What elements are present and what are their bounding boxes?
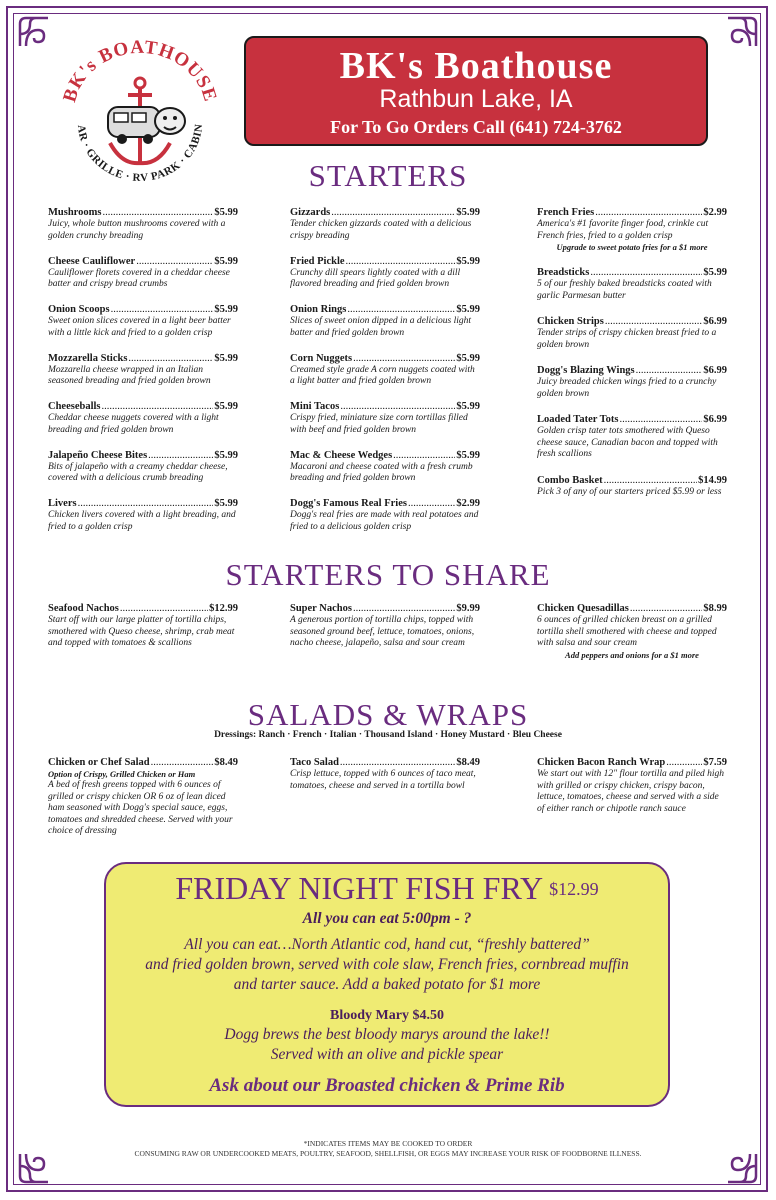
menu-item-price: $5.99 — [456, 207, 480, 218]
menu-item-description: Crispy fried, miniature size corn tortillas filled with beef and fried golden brown — [290, 413, 468, 435]
dot-leader — [331, 206, 455, 219]
menu-item-price: $7.59 — [703, 757, 727, 768]
fish-fry-desc-2: and fried golden brown, served with cole slaw, French fries, cornbread muffin — [145, 956, 629, 973]
menu-item-price: $6.99 — [703, 365, 727, 376]
starters-column-1 — [48, 206, 238, 546]
menu-item-description: Cauliflower florets covered in a cheddar cheese batter and crispy bread crumbs — [48, 267, 230, 289]
menu-item-price: $5.99 — [214, 304, 238, 315]
menu-item — [48, 497, 238, 533]
menu-item-header — [48, 352, 238, 365]
menu-item-name: Chicken Bacon Ranch Wrap — [537, 757, 666, 768]
corner-ornament-icon — [724, 14, 760, 50]
menu-item-header — [290, 206, 480, 219]
menu-item-header — [48, 206, 238, 219]
menu-item — [290, 255, 480, 291]
menu-item-price: $5.99 — [456, 401, 480, 412]
menu-item-description: Tender chicken gizzards coated with a delicious crispy breading — [290, 219, 472, 241]
menu-item-price: $6.99 — [703, 316, 727, 327]
menu-item-name: Dogg's Blazing Wings — [537, 365, 635, 376]
menu-item-note: Upgrade to sweet potato fries for a $1 more — [556, 242, 708, 252]
menu-item-header — [290, 255, 480, 268]
dot-leader — [636, 364, 703, 377]
menu-item-price: $14.99 — [698, 474, 727, 486]
dot-leader — [595, 206, 702, 219]
menu-item-description: Start off with our large platter of tortilla chips, smothered with Queso cheese, shrimp, crab meat and topped with tomatoes & scallions — [48, 615, 235, 648]
menu-item-description: Bits of jalapeño with a creamy cheddar cheese, covered with a delicious crumb breading — [48, 461, 228, 483]
footer-line-1: *INDICATES ITEMS MAY BE COOKED TO ORDER — [303, 1139, 473, 1148]
menu-item-description: We start out with 12" flour tortilla and piled high with grilled or crispy chicken, crispy bacon, lettuce, tomatoes, cheese and served with a side of either ranch or chipotle ranch sauce — [537, 769, 725, 814]
dot-leader — [630, 602, 702, 615]
menu-item-header — [48, 756, 238, 769]
menu-item-name: Dogg's Famous Real Fries — [290, 498, 407, 509]
fish-fry-price: $12.99 — [549, 879, 599, 899]
menu-item-name: Mac & Cheese Wedges — [290, 449, 393, 461]
dot-leader — [128, 352, 213, 365]
menu-item — [48, 206, 238, 242]
dot-leader — [102, 206, 213, 219]
menu-item-description: Macaroni and cheese coated with a fresh crumb breading and fried golden brown — [290, 461, 473, 483]
dressings-line: Dressings: Ranch · French · Italian · Thousand Island · Honey Mustard · Bleu Cheese — [214, 730, 562, 740]
menu-item-price: $2.99 — [703, 207, 727, 218]
menu-item — [537, 756, 727, 815]
menu-item-price: $5.99 — [456, 352, 480, 364]
menu-item-name: Livers — [48, 498, 77, 509]
fish-fry-desc-1: All you can eat…North Atlantic cod, hand cut, “freshly battered” — [184, 936, 590, 953]
menu-item — [290, 206, 480, 242]
menu-item-header — [537, 315, 727, 328]
menu-item-price: $5.99 — [456, 255, 480, 267]
menu-item-description: America's #1 favorite finger food, crinkle cut French fries, fried to a golden crisp — [537, 219, 709, 241]
menu-item-header — [48, 400, 238, 413]
menu-item-description: 5 of our freshly baked breadsticks coated with garlic Parmesan butter — [537, 279, 712, 301]
menu-item — [48, 756, 238, 838]
menu-item-name: Chicken or Chef Salad — [48, 757, 150, 768]
menu-item-price: $6.99 — [703, 414, 727, 425]
broasted-chicken-note: Ask about our Broasted chicken & Prime Rib — [209, 1075, 565, 1096]
starters-column-2 — [290, 206, 480, 546]
menu-item-header — [48, 255, 238, 268]
menu-item-name: Mini Tacos — [290, 401, 340, 412]
dot-leader — [590, 266, 702, 279]
dot-leader — [346, 255, 456, 268]
menu-item-description: Mozzarella cheese wrapped in an Italian seasoned breading and fried golden brown — [48, 364, 211, 386]
menu-item-header — [290, 449, 480, 462]
menu-item-description: Golden crisp tater tots smothered with Queso cheese sauce, Canadian bacon and topped with fresh scallions — [537, 426, 718, 459]
logo-bottom-text: AR · GRILLE · RV PARK · CABIN — [74, 123, 206, 185]
menu-item-name: Taco Salad — [290, 757, 339, 768]
menu-item-header — [537, 474, 727, 487]
salads-column-3 — [537, 756, 727, 827]
restaurant-name: BK's Boathouse — [339, 45, 613, 87]
menu-item-name: Loaded Tater Tots — [537, 414, 619, 425]
fish-fry-box — [104, 862, 670, 1107]
fish-fry-title: FRIDAY NIGHT FISH FRY — [175, 870, 544, 906]
menu-item-header — [537, 602, 727, 615]
menu-item — [290, 400, 480, 436]
menu-item-name: French Fries — [537, 207, 595, 218]
location: Rathbun Lake, IA — [379, 85, 573, 113]
footer-line-2: CONSUMING RAW OR UNDERCOOKED MEATS, POULTRY, SEAFOOD, SHELLFISH, OR EGGS MAY INCREASE YOUR RISK OF FOODBORNE ILLNESS. — [134, 1149, 642, 1158]
fish-fry-subtitle: All you can eat 5:00pm - ? — [302, 910, 472, 927]
menu-item-header — [48, 497, 238, 510]
menu-item-price: $5.99 — [214, 255, 238, 267]
menu-item-name: Gizzards — [290, 207, 331, 218]
dot-leader — [353, 352, 455, 365]
menu-item-description: Creamed style grade A corn nuggets coated with a light batter and fried golden brown — [290, 364, 475, 386]
menu-item-name: Onion Scoops — [48, 304, 110, 315]
menu-item — [290, 602, 480, 650]
menu-item-price: $5.99 — [456, 449, 480, 461]
salads-column-2 — [290, 756, 480, 804]
header-banner — [244, 36, 708, 146]
menu-item — [537, 315, 727, 351]
dot-leader — [151, 756, 214, 769]
menu-item-price: $9.99 — [456, 603, 480, 614]
menu-item-name: Cheeseballs — [48, 401, 101, 412]
dot-leader — [620, 413, 703, 426]
menu-item-header — [290, 352, 480, 365]
menu-item-price: $5.99 — [456, 304, 480, 315]
menu-item-header — [537, 206, 727, 219]
salads-wraps-title: SALADS & WRAPS — [247, 697, 529, 732]
starters-to-share-title: STARTERS TO SHARE — [225, 557, 551, 592]
menu-item — [48, 255, 238, 291]
menu-item-name: Chicken Quesadillas — [537, 603, 629, 614]
bloody-mary-desc-2: Served with an olive and pickle spear — [270, 1046, 504, 1063]
menu-item-header — [48, 602, 238, 615]
menu-item-description: Crisp lettuce, topped with 6 ounces of taco meat, tomatoes, cheese and served in a tortilla bowl — [290, 769, 476, 791]
menu-item-price: $8.49 — [456, 757, 480, 768]
menu-item-name: Chicken Strips — [537, 316, 604, 327]
menu-item-header — [537, 266, 727, 279]
corner-ornament-icon — [16, 14, 52, 50]
menu-item-description: A generous portion of tortilla chips, topped with seasoned ground beef, lettuce, tomatoes, onions, nacho cheese, jalapeño, salsa and sour cream — [290, 615, 475, 648]
fish-fry-desc-3: and tarter sauce. Add a baked potato for $1 more — [233, 976, 541, 993]
dot-leader — [666, 756, 702, 769]
menu-item-price: $5.99 — [214, 207, 238, 218]
share-column-3 — [537, 602, 727, 673]
menu-item-header — [537, 413, 727, 426]
menu-item-name: Cheese Cauliflower — [48, 255, 136, 267]
menu-item-description: Cheddar cheese nuggets covered with a light breading and fried golden brown — [48, 413, 219, 435]
menu-item — [537, 413, 727, 461]
menu-item-description: Sweet onion slices covered in a light beer batter with a little kick and fried to a golden crisp — [48, 316, 231, 338]
menu-item — [48, 449, 238, 485]
menu-item-price: $12.99 — [209, 603, 238, 614]
menu-item-description: Juicy breaded chicken wings fried to a crunchy golden brown — [537, 377, 717, 399]
dot-leader — [120, 602, 208, 615]
menu-item-name: Breadsticks — [537, 267, 590, 278]
menu-item-description: Pick 3 of any of our starters priced $5.99 or less — [537, 486, 722, 497]
menu-item-header — [290, 497, 480, 510]
menu-item-description: Dogg's real fries are made with real potatoes and fried to a delicious golden crisp — [290, 510, 479, 532]
menu-item-price: $8.99 — [703, 603, 727, 614]
menu-item — [290, 497, 480, 533]
menu-item-header — [48, 303, 238, 316]
menu-item — [537, 266, 727, 302]
menu-item-header — [537, 756, 727, 769]
menu-item-option: Option of Crispy, Grilled Chicken or Ham — [48, 769, 196, 779]
menu-item — [537, 364, 727, 400]
dot-leader — [148, 449, 213, 462]
bloody-mary-title: Bloody Mary $4.50 — [330, 1008, 444, 1023]
dot-leader — [136, 255, 213, 268]
menu-item-header — [290, 303, 480, 316]
menu-item-name: Mushrooms — [48, 207, 102, 218]
salads-column-1 — [48, 756, 238, 850]
bloody-mary-desc-1: Dogg brews the best bloody marys around the lake!! — [224, 1026, 550, 1043]
dot-leader — [347, 303, 455, 316]
dot-leader — [408, 497, 455, 510]
menu-item-header — [537, 364, 727, 377]
menu-item-price: $2.99 — [456, 498, 480, 509]
menu-item — [290, 352, 480, 388]
phone-line: For To Go Orders Call (641) 724-3762 — [330, 117, 622, 137]
dot-leader — [604, 474, 697, 487]
menu-item — [537, 206, 727, 253]
menu-item-price: $5.99 — [703, 267, 727, 278]
menu-item-header — [290, 602, 480, 615]
menu-item — [290, 449, 480, 485]
menu-item-price: $5.99 — [214, 498, 238, 509]
dot-leader — [111, 303, 214, 316]
menu-item-name: Jalapeño Cheese Bites — [48, 449, 148, 461]
starters-title: STARTERS — [308, 158, 468, 193]
footer-disclaimer — [0, 1139, 776, 1159]
dot-leader — [353, 602, 455, 615]
menu-item-name: Combo Basket — [537, 474, 603, 486]
menu-item-description: Crunchy dill spears lightly coated with a dill flavored breading and fried golden brown — [290, 267, 461, 289]
menu-item-name: Corn Nuggets — [290, 352, 353, 364]
menu-item-header — [48, 449, 238, 462]
menu-item — [537, 602, 727, 661]
menu-item — [290, 303, 480, 339]
menu-item-description: Tender strips of crispy chicken breast fried to a golden brown — [537, 328, 717, 350]
dot-leader — [78, 497, 214, 510]
menu-item-name: Seafood Nachos — [48, 603, 119, 614]
dot-leader — [102, 400, 214, 413]
menu-item-note: Add peppers and onions for a $1 more — [565, 649, 699, 660]
menu-item-description: Juicy, whole button mushrooms covered with a golden crunchy breading — [48, 219, 226, 241]
dot-leader — [605, 315, 703, 328]
menu-item-description: A bed of fresh greens topped with 6 ounces of grilled or crispy chicken OR 6 oz of lean diced ham seasoned with Dogg's special sauce, eggs, tomatoes and shredded cheese. Served with your choice of dressing — [48, 780, 233, 836]
menu-item-header — [290, 756, 480, 769]
menu-item — [48, 602, 238, 650]
menu-item — [48, 352, 238, 388]
menu-item — [537, 474, 727, 499]
share-column-1 — [48, 602, 238, 662]
menu-item — [48, 303, 238, 339]
menu-item-name: Onion Rings — [290, 304, 347, 315]
menu-item — [48, 400, 238, 436]
dot-leader — [340, 756, 455, 769]
dot-leader — [393, 449, 455, 462]
menu-item-description: Chicken livers covered with a light breading, and fried to a golden crisp — [48, 510, 236, 532]
dot-leader — [340, 400, 455, 413]
starters-column-3 — [537, 206, 727, 511]
menu-item — [290, 756, 480, 792]
menu-item-name: Super Nachos — [290, 603, 352, 614]
menu-item-description: Slices of sweet onion dipped in a delicious light batter and fried golden brown — [290, 316, 472, 338]
menu-item-description: 6 ounces of grilled chicken breast on a grilled tortilla shell smothered with cheese and topped with salsa and sour cream — [537, 615, 717, 648]
menu-item-price: $8.49 — [214, 757, 238, 768]
share-column-2 — [290, 602, 480, 662]
menu-item-name: Fried Pickle — [290, 255, 345, 267]
menu-item-header — [290, 400, 480, 413]
menu-item-price: $5.99 — [214, 352, 238, 364]
menu-item-name: Mozzarella Sticks — [48, 352, 128, 364]
menu-item-price: $5.99 — [214, 401, 238, 412]
menu-item-price: $5.99 — [214, 449, 238, 461]
logo-arc-text: BK's BOATHOUSE — [59, 36, 221, 105]
